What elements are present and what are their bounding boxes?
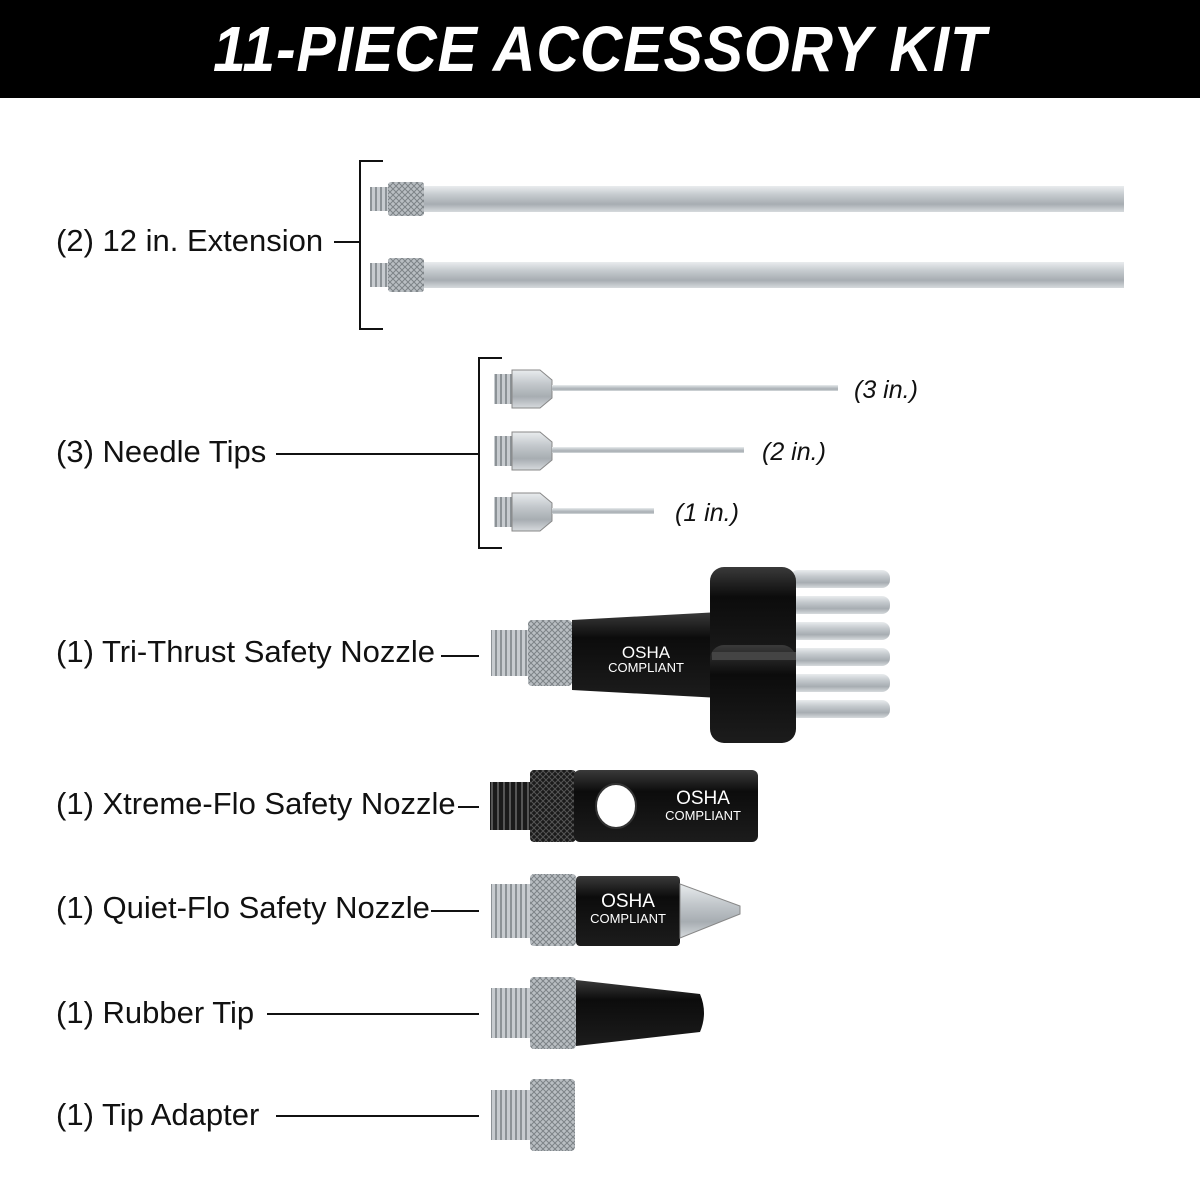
rubber-tip (491, 977, 704, 1049)
label-tri-thrust-nozzle: (1) Tri-Thrust Safety Nozzle (56, 634, 435, 669)
quiet-flo-compliant-text: COMPLIANT (590, 911, 666, 926)
label-rubber-tip: (1) Rubber Tip (56, 995, 255, 1030)
quiet-flo-nozzle (491, 874, 740, 946)
needle-size-1in: (1 in.) (675, 499, 739, 527)
tip-adapter (491, 1079, 575, 1151)
tri-thrust-osha-text: OSHA (621, 643, 671, 662)
needle-tip-3in (494, 370, 838, 408)
extension-rod-2 (370, 258, 1124, 292)
needle-size-2in: (2 in.) (762, 438, 826, 466)
label-xtreme-flo-nozzle: (1) Xtreme-Flo Safety Nozzle (56, 786, 456, 821)
label-needle-tips: (3) Needle Tips (56, 434, 267, 469)
quiet-flo-osha-text: OSHA (601, 891, 655, 912)
tri-thrust-nozzle (491, 567, 890, 743)
label-quiet-flo-nozzle: (1) Quiet-Flo Safety Nozzle (56, 890, 430, 925)
page-title: 11-PIECE ACCESSORY KIT (213, 13, 987, 85)
label-extension: (2) 12 in. Extension (56, 223, 324, 258)
tri-thrust-compliant-text: COMPLIANT (608, 660, 684, 675)
xtreme-flo-nozzle (490, 770, 758, 842)
needle-tip-1in (494, 493, 654, 531)
xtreme-flo-osha-text: OSHA (676, 788, 730, 809)
needle-size-3in: (3 in.) (854, 376, 918, 404)
needle-tip-2in (494, 432, 744, 470)
label-tip-adapter: (1) Tip Adapter (56, 1097, 260, 1132)
xtreme-flo-compliant-text: COMPLIANT (665, 808, 741, 823)
extension-rod-1 (370, 182, 1124, 216)
